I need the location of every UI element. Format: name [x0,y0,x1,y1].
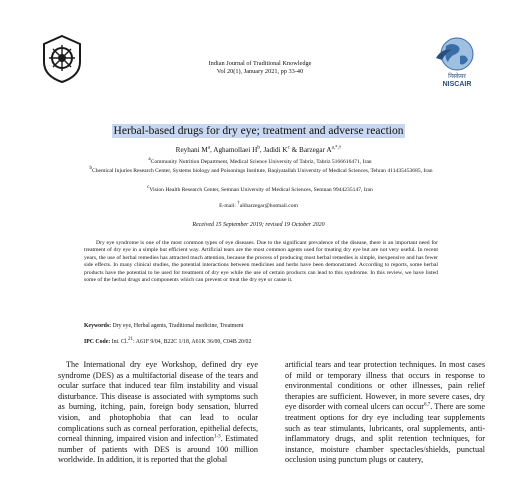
body-column-right [285,360,485,466]
ipc-code [84,339,438,345]
author-sup: c [287,145,290,151]
niscair-hindi-caption: निस्केयर [448,73,466,80]
ipc-label: IPC Code: [84,339,111,345]
affiliation-sup: c [147,185,150,191]
email-sup: † [237,201,240,207]
author-name: Reyhani M [175,146,208,154]
csir-emblem-icon [40,34,84,84]
journal-header [140,60,380,76]
affiliation-sup: b [89,166,92,172]
author-name: Barzegar A [299,146,332,154]
author-sep: , [259,146,264,154]
author-sep: & [289,146,300,154]
citation-sup: 1-3 [214,434,221,440]
affiliation-b [86,168,436,175]
author-sup: a [207,145,211,151]
corresponding-email [0,203,517,209]
keywords [84,323,438,329]
body-column-left [58,360,258,466]
body-text: . Estimated number of patients with DES is around 100 million worldwide. In addition, it is reported that the global [58,434,258,465]
keywords-text: Dry eye, Herbal agents, Traditional medicine, Treatment [111,323,244,329]
article-title-wrap [0,121,517,139]
ipc-sup: 21 [127,337,133,343]
body-text: . There are some treatment options for dry eye including tear supplements such as tear stimulants, lubricants, oral supplements, anti-inflammatory drugs, and split retention techniques, for instance, moisture chamber spectacles/shields, punctual occlusion using punctum plugs or cautery, [285,402,485,465]
body-text: artificial tears and tear protection techniques. In most cases of mild or temporary illness that occurs in response to environmental conditions or other illnesses, pain relief therapies are sufficient. However, in more severe cases, dry eye disorder with corneal ulcers can occur [285,360,485,412]
author-sup: b [257,145,260,151]
author-name: Jadidi K [263,146,288,154]
niscair-globe-icon [432,34,482,90]
affiliation-text: Community Nutrition Department, Medical Science University of Tabriz, Tabriz 5166616471, Iran [150,159,372,165]
author-sep: , [210,146,214,154]
affiliation-sup: a [148,157,151,163]
body-text: The International dry eye Workshop, defined dry eye syndrome (DES) as a multifactorial disease of the tears and ocular surface that induced tear film instability and visual disturbance. This disease is associated with symptoms such as burning, itching, pain, foreign body sensation, blurred vision, and photophobia that can lead to ocular complications such as corneal perforation, epithelial defects, corneal thinning, impaired vision and infection [58,360,258,444]
affiliation-text: Chemical Injuries Research Center, Systems biology and Poisonings Institute, Baqiyatallah University of Medical Sciences, Tehran 411435453685, Iran [91,168,433,174]
ipc-codes: : A61F 9/04, B22C 1/18, A61K 36/00, C04B 20/02 [132,339,252,345]
affiliation-a [90,159,430,166]
niscair-caption: NISCAIR [442,81,472,88]
author-list [0,146,517,154]
ipc-text: Int. Cl. [110,339,128,345]
affiliation-text: Vision Health Research Center, Semnan University of Medical Sciences, Semnan 9944235147, Iran [149,187,373,193]
email-label: E-mail: [219,203,238,209]
abstract: Dry eye syndrome is one of the most common types of eye diseases. Due to the significant prevalence of the disease, there is an important need for treatment of dry eye in a simple but efficient way. Artificial tears are the most common agents used for treating dry eye but are not very useful. In recent years, the use of herbal remedies has attracted much attention, because the process of producing most herbal remedies is simple, inexpensive and has fewer side effects. In many clinical studies, the potential interactions between medicines and herbs have been demonstrated. According to reports, some herbal products have the potential to be used for treatment of dry eye while the use of certain products can lead to this syndrome. In this review, we have listed some of the herbal drugs and components which can prevent or treat the dry eye or cause it. [84,240,438,284]
citation-sup: 6,7 [423,402,431,408]
journal-name: Indian Journal of Traditional Knowledge [208,60,312,67]
author-sup: a,*,† [331,145,342,151]
keywords-label: Keywords: [84,323,112,329]
received-dates: Received 15 September 2019; revised 19 October 2020 [192,222,325,228]
journal-volume: Vol 20(1), January 2021, pp 33-40 [216,68,304,75]
affiliation-c [90,187,430,194]
email-address[interactable]: alibarzegar@hotmail.com [239,203,298,209]
article-title: Herbal-based drugs for dry eye; treatment and adverse reaction [113,125,404,137]
author-name: Aghamollaei H [213,146,258,154]
